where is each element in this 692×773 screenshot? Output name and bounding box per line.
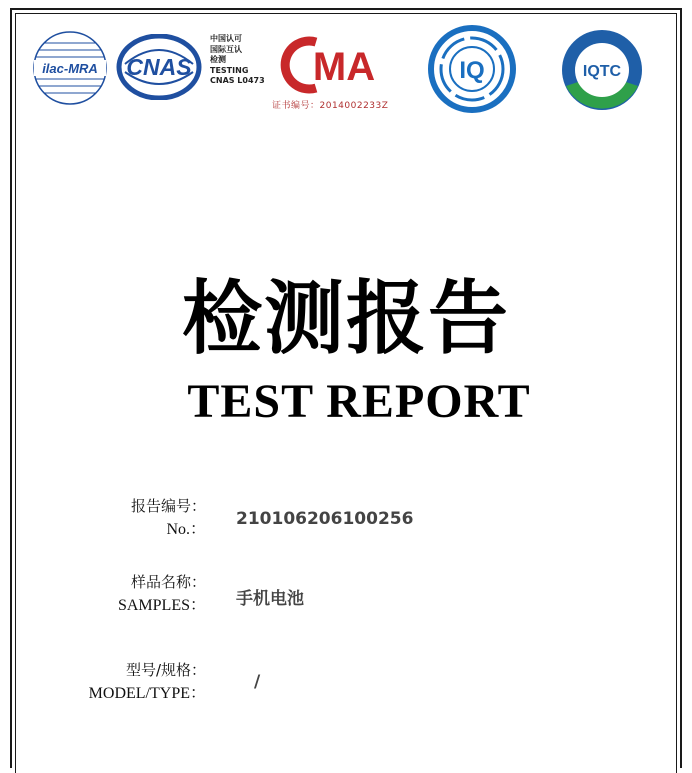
model-type-label-en: MODEL/TYPE： [88,685,206,702]
model-type-label-cn: 型号/规格： [125,661,206,679]
cnas-caption-line: CNAS L0473 [210,76,265,85]
ilac-logo-text: ilac-MRA [42,61,98,76]
samples-label-en: SAMPLES： [117,597,206,614]
iq-logo-text: IQ [459,57,485,84]
samples-label-cn: 样品名称： [130,573,206,591]
cnas-caption-line: 检测 [210,55,226,64]
cnas-caption-line: 国际互认 [210,44,242,54]
report-title-chinese: 检测报告 [182,272,510,365]
cma-certificate-number: 证书编号：2014002233Z [272,101,389,111]
model-type-value: / [254,672,261,692]
cnas-caption [210,34,265,87]
report-number-label [131,494,206,542]
iqtc-logo [556,26,648,114]
report-number-label-en: No.： [166,521,206,538]
cma-logo-text: MA [312,45,376,89]
report-number-value: 210106206100256 [236,509,414,529]
cnas-caption-line: TESTING [210,65,249,75]
cnas-logo-text: CNAS [126,54,192,80]
cnas-logo [111,34,207,100]
samples-label [118,570,206,618]
ilac-mra-logo [32,30,108,106]
cnas-caption-line: 中国认可 [210,34,242,43]
samples-value: 手机电池 [236,589,304,609]
model-type-label [89,658,206,706]
report-title-english: TEST REPORT [187,375,531,428]
report-number-label-cn: 报告编号： [130,497,206,515]
iq-logo [426,24,518,114]
cma-logo [278,36,388,94]
iqtc-logo-text: IQTC [582,63,622,80]
